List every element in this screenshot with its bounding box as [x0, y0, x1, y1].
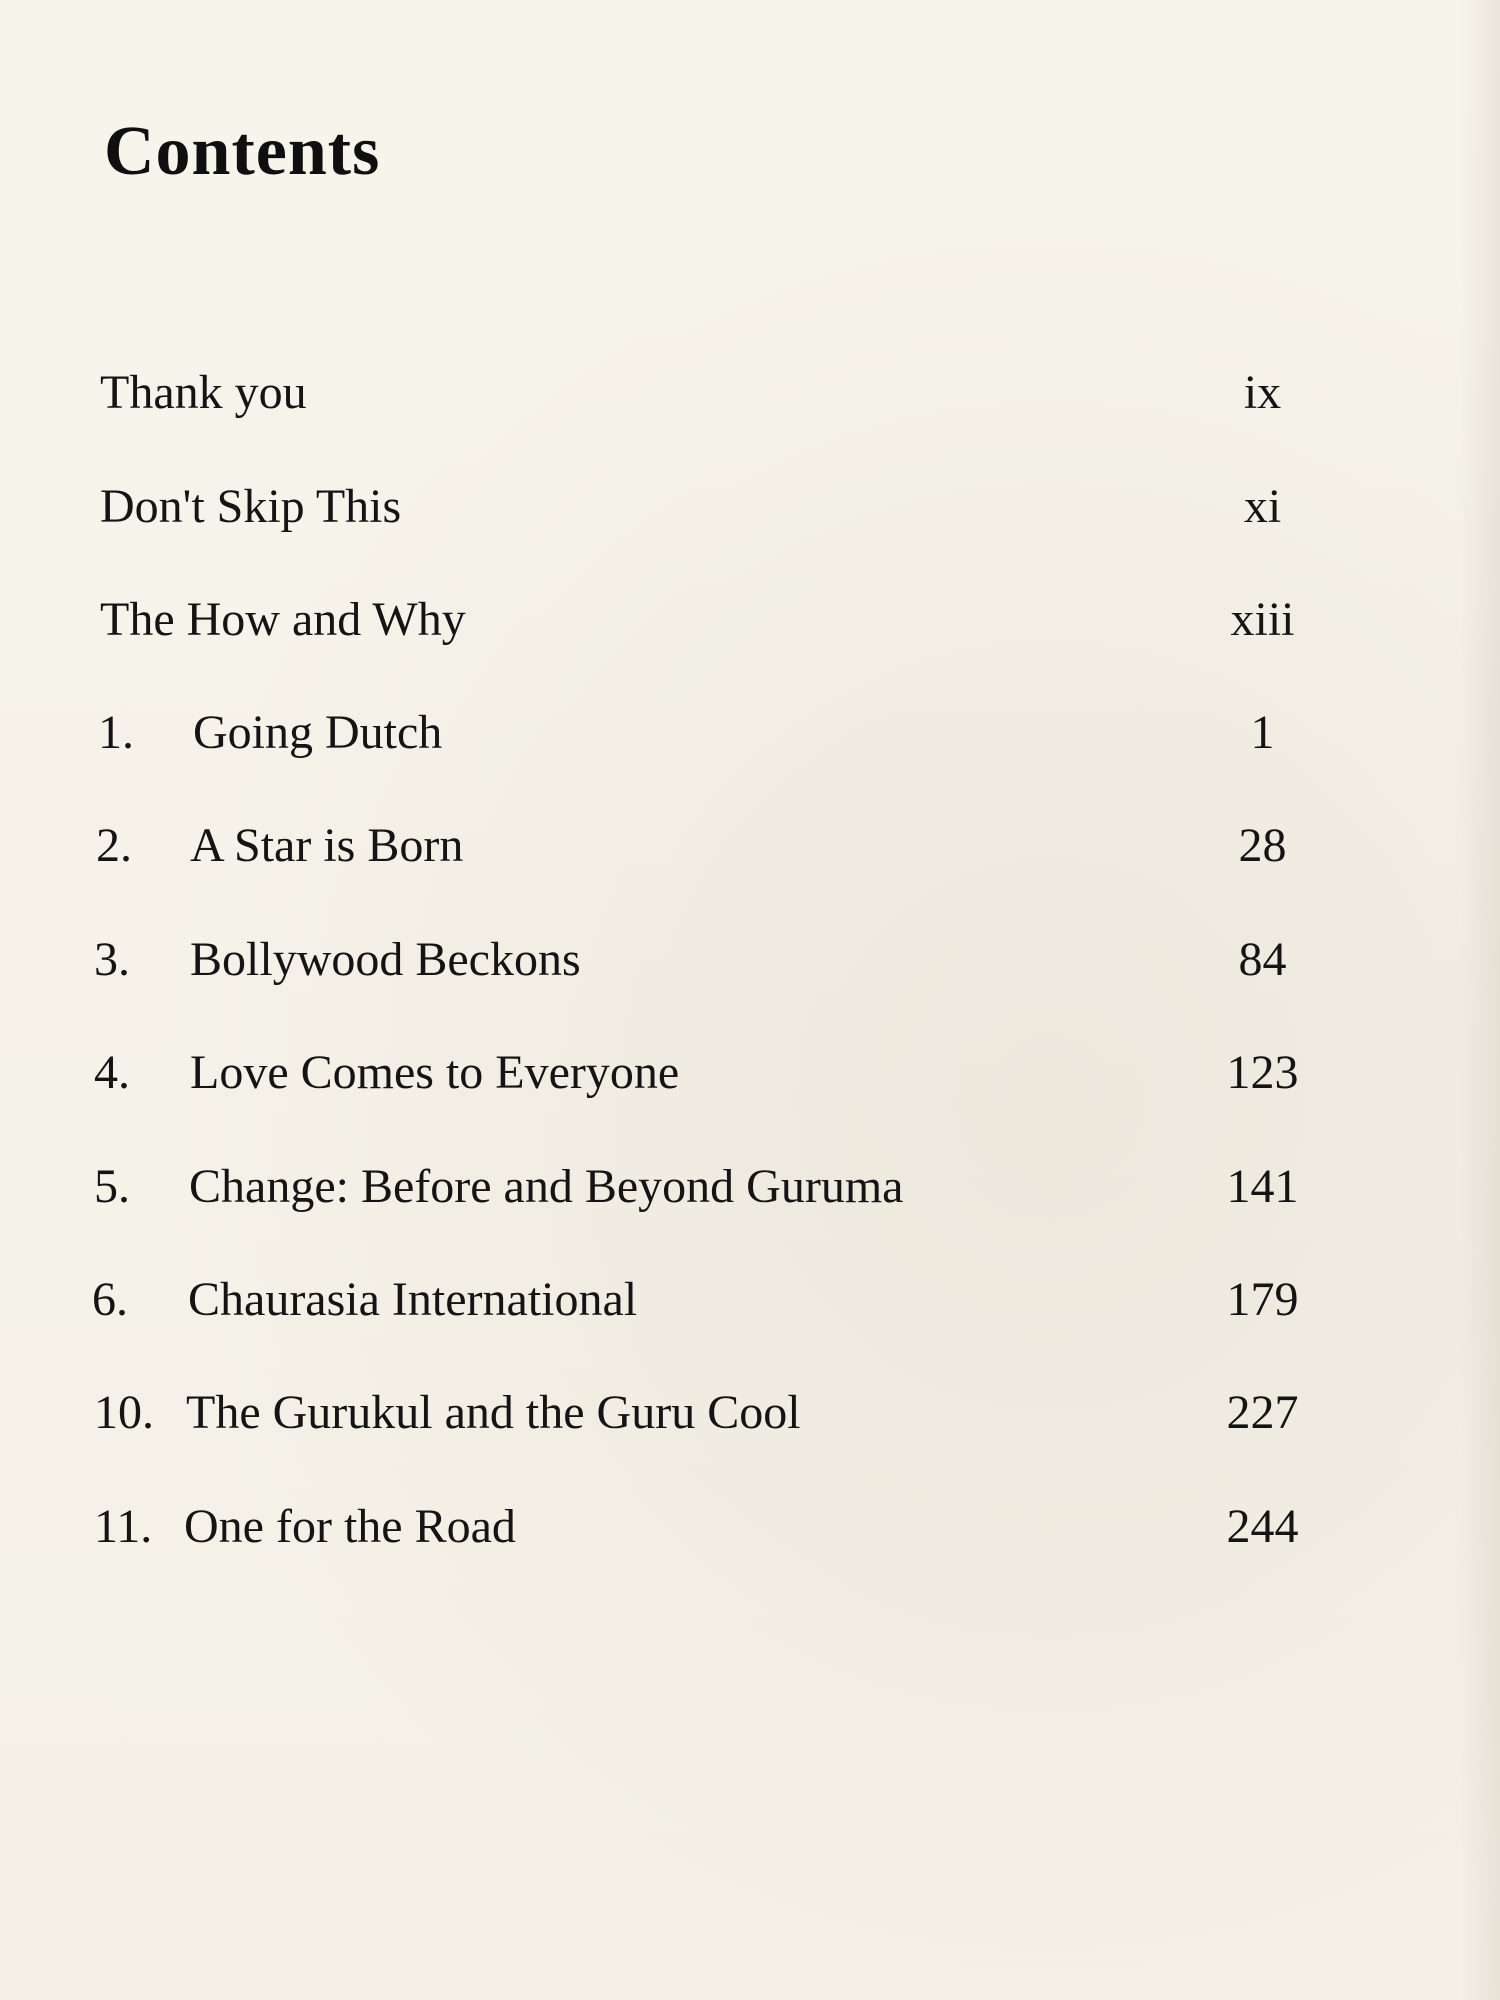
- toc-entry-title: Thank you: [100, 366, 307, 419]
- toc-entry-page: 227: [1226, 1386, 1299, 1439]
- toc-entry-title: Love Comes to Everyone: [190, 1046, 680, 1099]
- toc-entry-page: ix: [1243, 366, 1282, 419]
- toc-entry-page: 123: [1226, 1046, 1299, 1099]
- toc-entry-title: Chaurasia International: [188, 1273, 638, 1326]
- toc-entry-number: 11.: [94, 1500, 153, 1553]
- toc-entry-title: The How and Why: [100, 593, 466, 646]
- toc-entry-number: 10.: [94, 1386, 154, 1439]
- toc-entry: [0, 1038, 1500, 1108]
- toc-entry-page: 28: [1238, 819, 1287, 872]
- toc-entry-title: One for the Road: [184, 1500, 516, 1553]
- toc-entry-page: xi: [1243, 480, 1282, 533]
- toc-entry-title: The Gurukul and the Guru Cool: [186, 1386, 801, 1439]
- toc-entry: [0, 811, 1500, 881]
- toc-entry-title: Bollywood Beckons: [190, 933, 581, 986]
- toc-entry-title: A Star is Born: [190, 819, 464, 872]
- toc-entry: [0, 698, 1500, 768]
- toc-entry-title: Change: Before and Beyond Guruma: [189, 1160, 904, 1213]
- toc-entry: [0, 358, 1500, 428]
- contents-heading: Contents: [104, 113, 381, 190]
- toc-entry-number: 4.: [94, 1046, 130, 1099]
- toc-entry: [0, 1152, 1500, 1222]
- toc-entry-number: 1.: [98, 706, 134, 759]
- toc-entry-title: Going Dutch: [193, 706, 443, 759]
- toc-entry-page: 84: [1238, 933, 1287, 986]
- toc-entry-title: Don't Skip This: [100, 480, 402, 533]
- toc-entry-page: 1: [1250, 706, 1275, 759]
- toc-entry: [0, 1378, 1500, 1448]
- toc-entry-page: 141: [1226, 1160, 1299, 1213]
- toc-entry-page: 179: [1226, 1273, 1299, 1326]
- toc-entry-number: 3.: [94, 933, 130, 986]
- toc-entry-number: 6.: [92, 1273, 128, 1326]
- toc-entry: [0, 585, 1500, 655]
- toc-entry-number: 2.: [96, 819, 132, 872]
- toc-entry: [0, 925, 1500, 995]
- toc-entry: [0, 472, 1500, 542]
- toc-entry: [0, 1492, 1500, 1562]
- toc-entry-page: xiii: [1230, 593, 1295, 646]
- toc-entry: [0, 1265, 1500, 1335]
- toc-entry-number: 5.: [94, 1160, 130, 1213]
- toc-entry-page: 244: [1226, 1500, 1299, 1553]
